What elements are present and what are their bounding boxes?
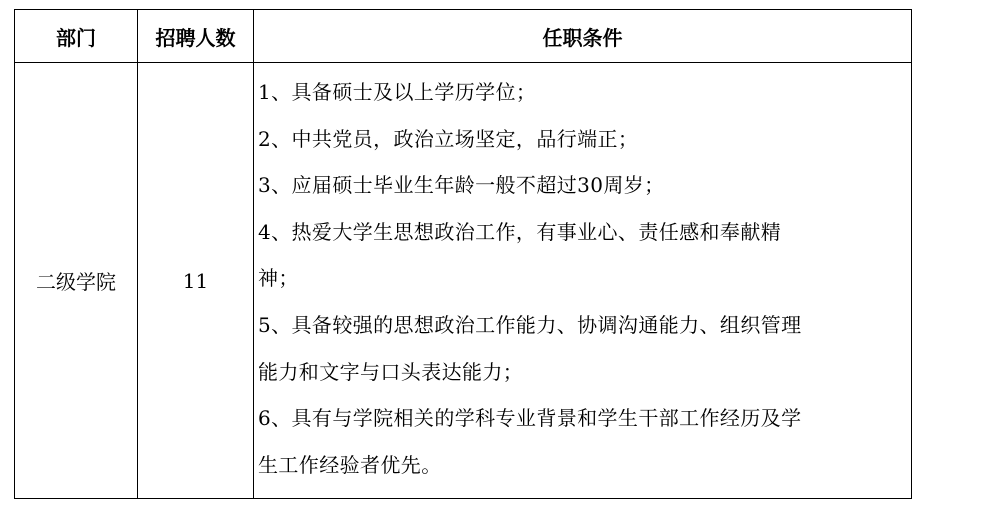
header-dept: 部门 [15, 10, 138, 63]
recruitment-table [14, 9, 912, 499]
requirement-line: 1、具备硕士及以上学历学位； [258, 80, 537, 104]
requirement-line: 4、热爱大学生思想政治工作，有事业心、责任感和奉献精 [258, 219, 782, 244]
requirement-line: 神； [258, 266, 299, 291]
header-count: 招聘人数 [138, 10, 254, 63]
requirement-line: 生工作经验者优先。 [258, 452, 442, 477]
requirement-line: 2、中共党员，政治立场坚定，品行端正； [258, 126, 639, 151]
requirement-line: 3、应届硕士毕业生年龄一般不超过30周岁； [258, 173, 665, 198]
requirement-line: 5、具备较强的思想政治工作能力、协调沟通能力、组织管理 [258, 312, 802, 337]
requirement-line: 6、具有与学院相关的学科专业背景和学生干部工作经历及学 [258, 406, 802, 431]
table-header-row [15, 10, 912, 63]
table-row [15, 63, 912, 499]
dept-cell: 二级学院 [15, 63, 138, 499]
requirement-line: 能力和文字与口头表达能力； [258, 359, 524, 384]
count-cell: 11 [138, 63, 254, 499]
header-requirements: 任职条件 [254, 10, 912, 63]
requirements-cell [254, 63, 912, 499]
